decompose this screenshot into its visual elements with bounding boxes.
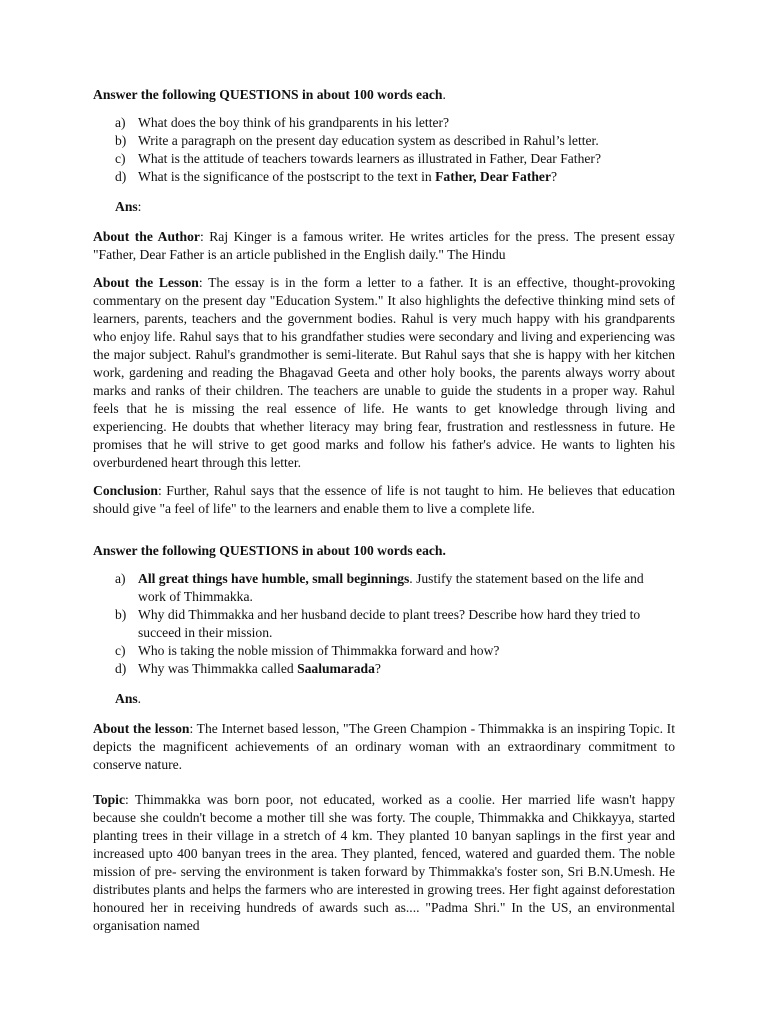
question-label: d) bbox=[115, 169, 127, 184]
about-author-label: About the Author bbox=[93, 229, 200, 244]
question-label: a) bbox=[115, 571, 126, 586]
conclusion-label: Conclusion bbox=[93, 483, 158, 498]
question-text: Why did Thimmakka and her husband decide to plant trees? Describe how hard they tried to succeed in their mission. bbox=[138, 607, 641, 640]
question-item bbox=[115, 642, 675, 660]
section1-answer-label bbox=[115, 198, 675, 216]
question-tail: ? bbox=[551, 169, 558, 184]
question-text: Who is taking the noble mission of Thimmakka forward and how? bbox=[138, 643, 500, 658]
question-text: Write a paragraph on the present day education system as described in Rahul’s letter. bbox=[138, 133, 599, 148]
about-author-text: : Raj Kinger is a famous writer. He writes articles for the press. The present essay "Father, Dear Father is an article published in the English daily." The Hindu bbox=[93, 229, 675, 262]
conclusion-text: : Further, Rahul says that the essence of life is not taught to him. He believes that education should give "a feel of life" to the learners and enable them to live a complete life. bbox=[93, 483, 675, 516]
question-label: b) bbox=[115, 133, 127, 148]
document-body bbox=[93, 86, 675, 935]
about-lesson-text: : The essay is in the form a letter to a father. It is an effective, thought-provoking commentary on the present day "Education System." It also highlights the defective thinking mind sets of learners, parents, teachers and the government bodies. Rahul is very much happy with his grandparents who enjoy life. Rahul says that to his grandfather studies were secondary and living and experiencing was the major subject. Rahul's grandmother is semi-literate. But Rahul says that she is happy with her kitchen work, gardening and reading the Bhagavad Geeta and other holy books, the parents always worry about marks and ranks of their children. The teachers are unable to guide the students in a proper way. Rahul feels that he is missing the real essence of life. He wants to get knowledge through living and experiencing. He doubts that whether literacy may bring fear, frustration and restlessness in future. He promises that he will strive to get good marks and follow his father's advice. He wants to lighten his overburdened heart through this letter. bbox=[93, 275, 675, 470]
section1-question-list bbox=[93, 114, 675, 186]
about-lesson-paragraph bbox=[93, 274, 675, 472]
about-lesson-2-label: About the lesson bbox=[93, 721, 190, 736]
section1-heading-text: Answer the following QUESTIONS in about 100 words each bbox=[93, 87, 443, 102]
question-tail: . Justify the statement based on the life and work of Thimmakka. bbox=[138, 571, 644, 604]
ans-label-tail: . bbox=[137, 691, 142, 706]
ans-label-text: Ans bbox=[115, 199, 138, 214]
topic-paragraph bbox=[93, 791, 675, 935]
about-lesson-2-paragraph bbox=[93, 720, 675, 774]
section2-heading-text: Answer the following QUESTIONS in about 100 words each. bbox=[93, 543, 446, 558]
question-label: b) bbox=[115, 607, 127, 622]
question-item bbox=[115, 150, 675, 168]
section2-question-list bbox=[93, 570, 675, 678]
question-bold-text: Father, Dear Father bbox=[435, 169, 552, 184]
ans-label-tail: : bbox=[137, 199, 142, 214]
question-text: What is the attitude of teachers towards learners as illustrated in Father, Dear Father? bbox=[138, 151, 601, 166]
topic-label: Topic bbox=[93, 792, 125, 807]
question-text: Why was Thimmakka called bbox=[138, 661, 298, 676]
question-bold-text: Saalumarada bbox=[297, 661, 375, 676]
question-item bbox=[115, 168, 675, 186]
question-item bbox=[115, 114, 675, 132]
question-bold-text: All great things have humble, small beginnings bbox=[138, 571, 410, 586]
section1-heading-tail: . bbox=[442, 87, 446, 102]
about-lesson-label: About the Lesson bbox=[93, 275, 199, 290]
question-item bbox=[115, 660, 675, 678]
question-label: c) bbox=[115, 643, 126, 658]
topic-text: : Thimmakka was born poor, not educated, worked as a coolie. Her married life wasn't happy because she couldn't become a mother till she was forty. The couple, Thimmakka and Chikkayya, started planting trees in their village in a stretch of 4 km. They planted 10 banyan saplings in the first year and increased upto 400 banyan trees in the area. They planted, fenced, watered and guarded them. The noble mission of pre- serving the environment is taken forward by Thimmakka's foster son, Sri B.N.Umesh. He distributes plants and helps the farmers who are interested in growing trees. Her fight against deforestation honoured her in receiving hundreds of awards such as.... "Padma Shri." In the US, an environmental organisation named bbox=[93, 792, 675, 933]
ans-label-text: Ans bbox=[115, 691, 138, 706]
question-text: What does the boy think of his grandparents in his letter? bbox=[138, 115, 450, 130]
question-text: What is the significance of the postscript to the text in bbox=[138, 169, 436, 184]
question-label: a) bbox=[115, 115, 126, 130]
conclusion-paragraph bbox=[93, 482, 675, 518]
section2-heading bbox=[93, 542, 675, 560]
section1-heading bbox=[93, 86, 675, 104]
question-item bbox=[115, 132, 675, 150]
question-item bbox=[115, 570, 675, 606]
about-author-paragraph bbox=[93, 228, 675, 264]
question-label: c) bbox=[115, 151, 126, 166]
question-label: d) bbox=[115, 661, 127, 676]
question-tail: ? bbox=[374, 661, 381, 676]
section2-answer-label bbox=[115, 690, 675, 708]
question-item bbox=[115, 606, 675, 642]
about-lesson-2-text: : The Internet based lesson, "The Green Champion - Thimmakka is an inspiring Topic. It depicts the magnificent achievements of an ordinary woman with an extraordinary commitment to conserve nature. bbox=[93, 721, 675, 772]
